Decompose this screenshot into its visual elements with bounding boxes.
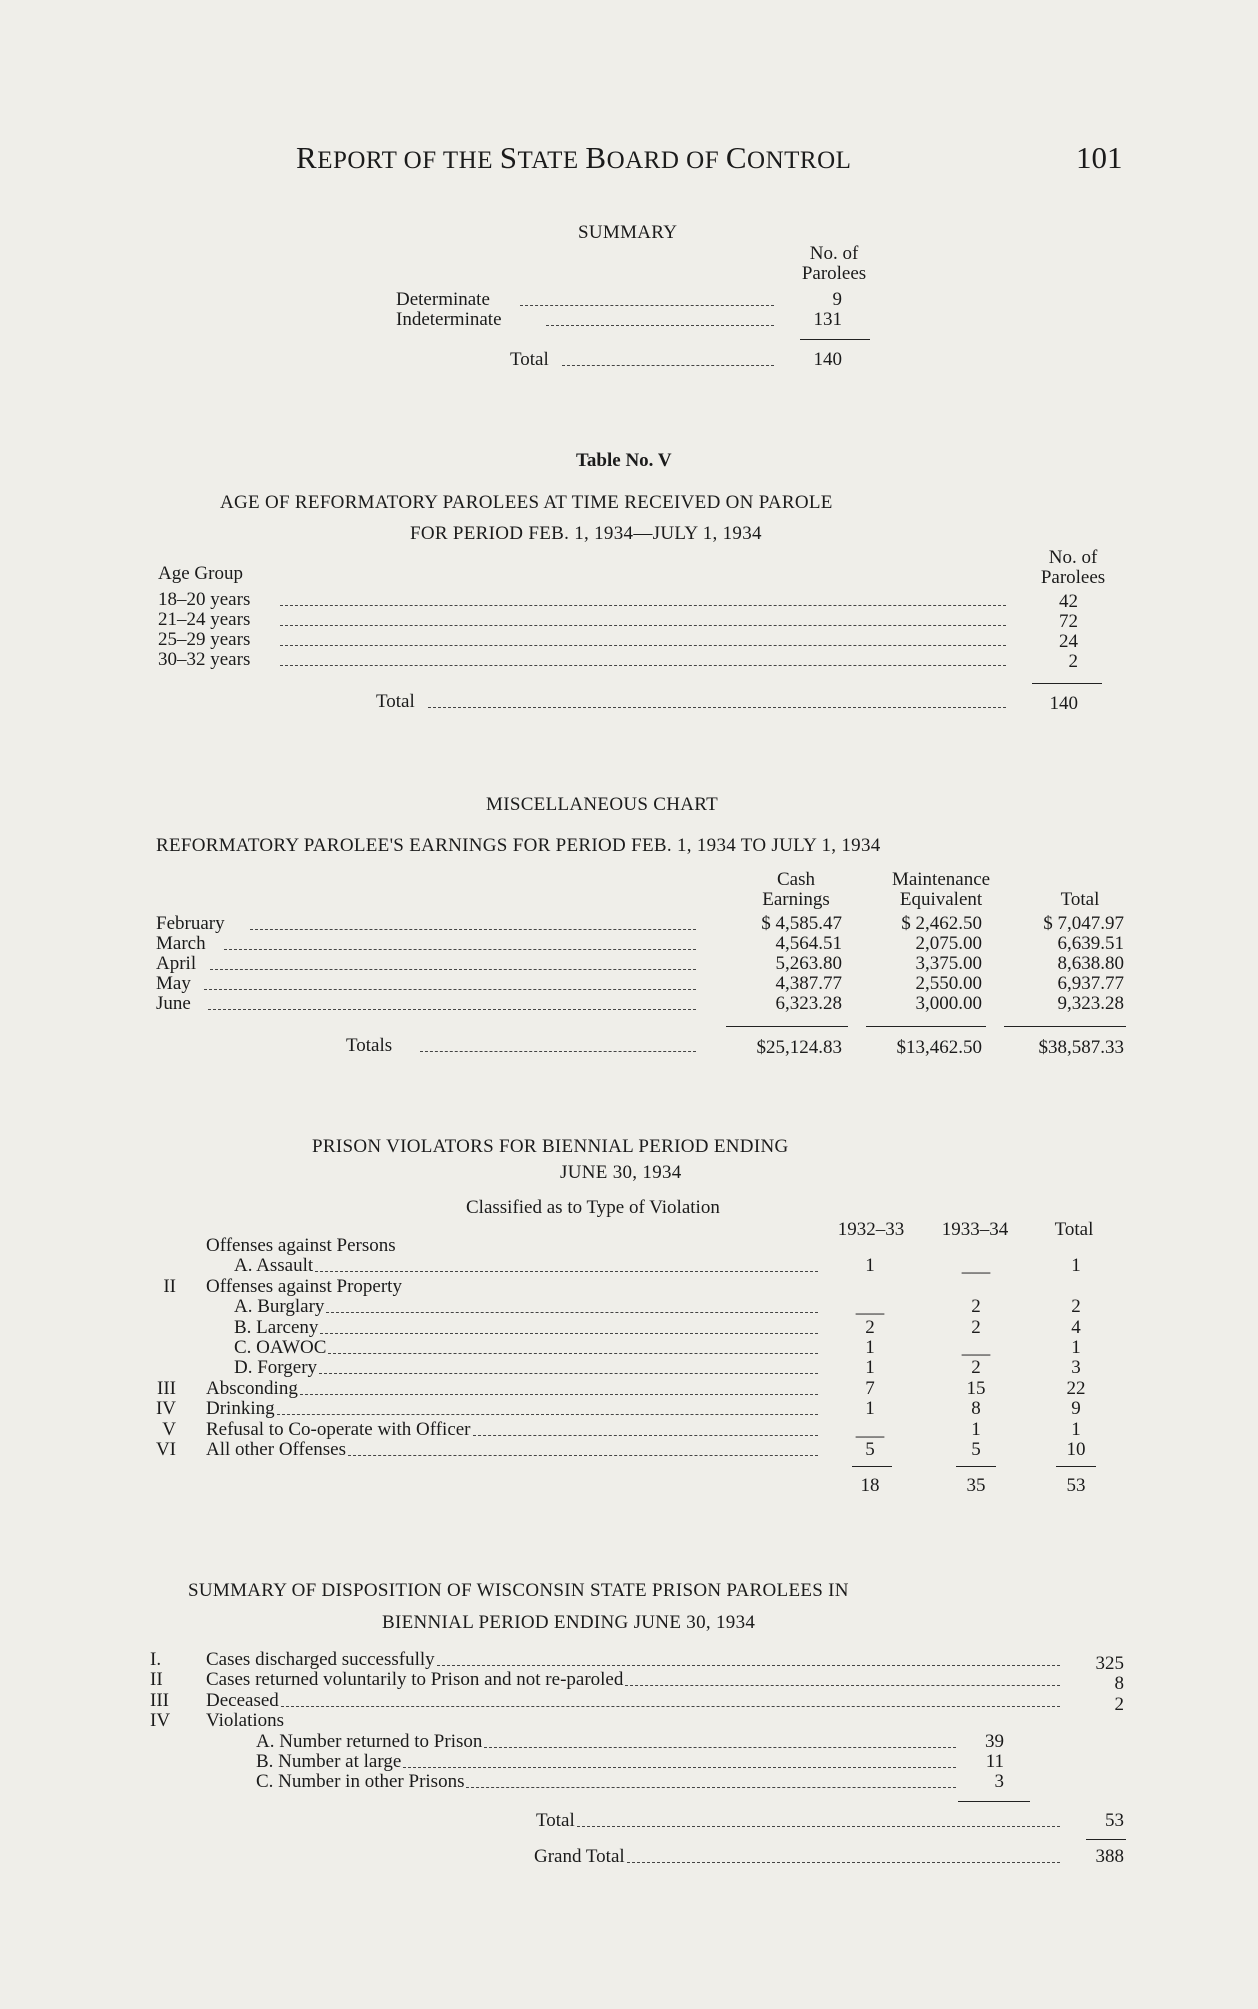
- dot-leader: [277, 1414, 818, 1415]
- dot-leader: [403, 1767, 956, 1768]
- violator-row-b: ___: [961, 1255, 991, 1276]
- dot-leader: [281, 1706, 1060, 1707]
- dot-leader: [546, 325, 774, 326]
- misc-row-total: 6,639.51: [1057, 933, 1124, 954]
- dot-leader: [280, 645, 1006, 646]
- misc-totals-total: $38,587.33: [1038, 1037, 1124, 1058]
- disposition-sub-label: C. Number in other Prisons: [256, 1771, 465, 1792]
- violator-row-num: VI: [155, 1439, 176, 1460]
- dot-leader: [280, 625, 1006, 626]
- violator-row-c: 22: [1066, 1378, 1086, 1399]
- dot-leader: [348, 1455, 818, 1456]
- dot-leader: [280, 665, 1006, 666]
- violators-col-c: Total: [1054, 1219, 1094, 1240]
- violator-row-b: 2: [971, 1296, 981, 1317]
- violator-row-c: 1: [1071, 1255, 1081, 1276]
- misc-row-total: 9,323.28: [1057, 993, 1124, 1014]
- violator-row-num: IV: [155, 1398, 176, 1419]
- summary-col-head: No. of: [809, 243, 859, 264]
- dot-leader: [319, 1373, 818, 1374]
- dot-leader: [428, 707, 1006, 708]
- violator-row-a: ___: [855, 1296, 885, 1317]
- header-title-part: OARD OF: [606, 147, 726, 174]
- dot-leader: [625, 1685, 1060, 1686]
- header-title-part: TATE: [517, 147, 586, 174]
- dot-leader: [280, 605, 1006, 606]
- summary-row-label: Determinate: [396, 289, 490, 310]
- violator-row-c: 10: [1066, 1439, 1086, 1460]
- sum-rule: [852, 1466, 892, 1467]
- dot-leader: [473, 1435, 818, 1436]
- misc-row-maint: 2,075.00: [915, 933, 982, 954]
- header-title-part: ONTROL: [747, 147, 852, 174]
- disposition-row-value: 8: [1114, 1673, 1124, 1694]
- disposition-row-label: Cases discharged successfully: [206, 1649, 435, 1670]
- violator-row-label: Refusal to Co-operate with Officer: [206, 1419, 471, 1440]
- disposition-sub-label: B. Number at large: [256, 1751, 402, 1772]
- violator-row-a: 1: [865, 1357, 875, 1378]
- header-title-part: R: [296, 140, 318, 175]
- violator-total-a: 18: [860, 1475, 880, 1496]
- violators-col-b: 1933–34: [941, 1219, 1009, 1240]
- violator-row-label: Absconding: [206, 1378, 298, 1399]
- disposition-row-num: I.: [150, 1649, 162, 1670]
- disposition-total-value: 53: [1105, 1810, 1124, 1831]
- violator-row-label: Offenses against Persons: [206, 1235, 396, 1256]
- header-title-part: S: [499, 140, 518, 175]
- disposition-row-num: IV: [150, 1710, 171, 1731]
- disposition-sub-value: 39: [985, 1731, 1004, 1752]
- table5-row-value: 24: [1059, 631, 1078, 652]
- summary-row-value: 9: [832, 289, 842, 310]
- table5-row-label: 30–32 years: [158, 649, 251, 670]
- misc-totals-label: Totals: [346, 1035, 393, 1056]
- violator-row-label: A. Burglary: [234, 1296, 325, 1317]
- violator-row-num: V: [162, 1419, 176, 1440]
- violator-row-b: 15: [966, 1378, 986, 1399]
- running-header: [296, 140, 851, 176]
- dot-leader: [224, 949, 696, 950]
- sum-rule: [1004, 1026, 1126, 1027]
- disposition-row-num: III: [150, 1690, 169, 1711]
- misc-totals-cash: $25,124.83: [756, 1037, 842, 1058]
- dot-leader: [627, 1862, 1060, 1863]
- misc-row-maint: 2,550.00: [915, 973, 982, 994]
- violator-row-num: III: [157, 1378, 176, 1399]
- misc-col-maint: Maintenance: [891, 869, 991, 890]
- sum-rule: [1086, 1839, 1126, 1840]
- misc-subtitle: REFORMATORY PAROLEE'S EARNINGS FOR PERIOD FEB. 1, 1934 TO JULY 1, 1934: [156, 835, 881, 856]
- violators-col-a: 1932–33: [837, 1219, 905, 1240]
- disposition-row-num: II: [150, 1669, 163, 1690]
- disposition-title: SUMMARY OF DISPOSITION OF WISCONSIN STATE PRISON PAROLEES IN: [188, 1580, 849, 1601]
- dot-leader: [315, 1271, 818, 1272]
- violator-row-b: 5: [971, 1439, 981, 1460]
- dot-leader: [326, 1312, 818, 1313]
- violator-row-a: 1: [865, 1398, 875, 1419]
- misc-row-total: $ 7,047.97: [1043, 913, 1124, 934]
- violator-row-label: C. OAWOC: [234, 1337, 327, 1358]
- violators-title: JUNE 30, 1934: [560, 1162, 682, 1183]
- violator-row-b: 1: [971, 1419, 981, 1440]
- summary-row-label: Indeterminate: [396, 309, 502, 330]
- violator-row-label: A. Assault: [234, 1255, 314, 1276]
- disposition-row-value: 325: [1095, 1653, 1124, 1674]
- dot-leader: [328, 1353, 818, 1354]
- dot-leader: [420, 1051, 696, 1052]
- misc-row-label: February: [156, 913, 225, 934]
- misc-row-maint: $ 2,462.50: [901, 913, 982, 934]
- misc-row-label: March: [156, 933, 206, 954]
- table5-row-value: 2: [1068, 651, 1078, 672]
- misc-row-label: June: [156, 993, 191, 1014]
- dot-leader: [466, 1787, 956, 1788]
- disposition-sub-label: A. Number returned to Prison: [256, 1731, 483, 1752]
- violator-row-c: 2: [1071, 1296, 1081, 1317]
- violator-row-a: ___: [855, 1419, 885, 1440]
- table5-row-label: 21–24 years: [158, 609, 251, 630]
- dot-leader: [320, 1333, 818, 1334]
- misc-row-cash: $ 4,585.47: [761, 913, 842, 934]
- sum-rule: [866, 1026, 986, 1027]
- header-title-part: C: [725, 140, 748, 175]
- violator-row-label: Offenses against Property: [206, 1276, 402, 1297]
- violator-row-b: 2: [971, 1317, 981, 1338]
- disposition-total-label: Total: [536, 1810, 575, 1831]
- violator-row-b: ___: [961, 1337, 991, 1358]
- disposition-grand-value: 388: [1095, 1846, 1124, 1867]
- header-title-part: EPORT OF THE: [317, 147, 500, 174]
- summary-total-value: 140: [813, 349, 842, 370]
- table5-total-label: Total: [376, 691, 415, 712]
- violator-row-label: All other Offenses: [206, 1439, 347, 1460]
- misc-row-cash: 4,387.77: [775, 973, 842, 994]
- misc-row-total: 6,937.77: [1057, 973, 1124, 994]
- violator-row-c: 4: [1071, 1317, 1081, 1338]
- misc-row-label: May: [156, 973, 191, 994]
- violator-total-b: 35: [966, 1475, 986, 1496]
- misc-col-cash: Cash: [777, 869, 815, 890]
- misc-row-label: April: [156, 953, 197, 974]
- dot-leader: [300, 1394, 818, 1395]
- misc-row-total: 8,638.80: [1057, 953, 1124, 974]
- table5-row-value: 72: [1059, 611, 1078, 632]
- sum-rule: [726, 1026, 848, 1027]
- table5-row-value: 42: [1059, 591, 1078, 612]
- table5-row-label: 18–20 years: [158, 589, 251, 610]
- dot-leader: [577, 1826, 1060, 1827]
- misc-col-total: Total: [1060, 889, 1100, 910]
- table5-row-label: 25–29 years: [158, 629, 251, 650]
- violator-row-a: 7: [865, 1378, 875, 1399]
- disposition-grand-label: Grand Total: [534, 1846, 625, 1867]
- summary-total-label: Total: [510, 349, 549, 370]
- dot-leader: [437, 1665, 1060, 1666]
- summary-title: SUMMARY: [578, 222, 678, 243]
- violator-row-c: 9: [1071, 1398, 1081, 1419]
- table5-col-right: No. of: [1048, 547, 1098, 568]
- sum-rule: [958, 1801, 1030, 1802]
- disposition-row-value: 2: [1114, 1694, 1124, 1715]
- violators-title: PRISON VIOLATORS FOR BIENNIAL PERIOD ENDING: [312, 1136, 789, 1157]
- misc-col-maint: Equivalent: [899, 889, 983, 910]
- violator-row-c: 1: [1071, 1337, 1081, 1358]
- disposition-sub-value: 11: [985, 1751, 1004, 1772]
- table5-caption: Table No. V: [576, 450, 672, 471]
- misc-title: MISCELLANEOUS CHART: [486, 794, 719, 815]
- disposition-row-label: Cases returned voluntarily to Prison and not re-paroled: [206, 1669, 624, 1690]
- dot-leader: [204, 989, 696, 990]
- violator-row-c: 1: [1071, 1419, 1081, 1440]
- violator-row-b: 8: [971, 1398, 981, 1419]
- header-title-part: B: [585, 140, 607, 175]
- violator-row-c: 3: [1071, 1357, 1081, 1378]
- violator-row-a: 5: [865, 1439, 875, 1460]
- table5-col-left: Age Group: [158, 563, 243, 584]
- misc-row-cash: 6,323.28: [775, 993, 842, 1014]
- violator-row-a: 1: [865, 1255, 875, 1276]
- sum-rule: [956, 1466, 996, 1467]
- violator-row-a: 1: [865, 1337, 875, 1358]
- disposition-sub-value: 3: [994, 1771, 1004, 1792]
- dot-leader: [520, 305, 774, 306]
- violator-row-label: B. Larceny: [234, 1317, 319, 1338]
- dot-leader: [210, 969, 696, 970]
- table5-title: FOR PERIOD FEB. 1, 1934—JULY 1, 1934: [410, 523, 762, 544]
- page-number: 101: [1076, 140, 1123, 175]
- table5-title: AGE OF REFORMATORY PAROLEES AT TIME RECEIVED ON PAROLE: [220, 492, 833, 513]
- sum-rule: [1056, 1466, 1096, 1467]
- disposition-row-label: Deceased: [206, 1690, 279, 1711]
- violators-classified: Classified as to Type of Violation: [466, 1197, 720, 1218]
- dot-leader: [484, 1747, 956, 1748]
- violator-total-c: 53: [1066, 1475, 1086, 1496]
- violator-row-a: 2: [865, 1317, 875, 1338]
- misc-row-maint: 3,000.00: [915, 993, 982, 1014]
- misc-totals-maint: $13,462.50: [896, 1037, 982, 1058]
- dot-leader: [562, 365, 774, 366]
- summary-row-value: 131: [813, 309, 842, 330]
- violator-row-label: Drinking: [206, 1398, 275, 1419]
- violator-row-num: II: [163, 1276, 176, 1297]
- violator-row-b: 2: [971, 1357, 981, 1378]
- sum-rule: [800, 339, 870, 340]
- misc-row-cash: 4,564.51: [775, 933, 842, 954]
- table5-total-value: 140: [1049, 693, 1078, 714]
- misc-col-cash: Earnings: [762, 889, 830, 910]
- dot-leader: [208, 1009, 696, 1010]
- table5-col-right: Parolees: [1040, 567, 1106, 588]
- sum-rule: [1032, 683, 1102, 684]
- summary-col-head: Parolees: [801, 263, 867, 284]
- disposition-title: BIENNIAL PERIOD ENDING JUNE 30, 1934: [382, 1612, 756, 1633]
- misc-row-cash: 5,263.80: [775, 953, 842, 974]
- violator-row-label: D. Forgery: [234, 1357, 318, 1378]
- misc-row-maint: 3,375.00: [915, 953, 982, 974]
- disposition-row-label: Violations: [206, 1710, 285, 1731]
- dot-leader: [250, 929, 696, 930]
